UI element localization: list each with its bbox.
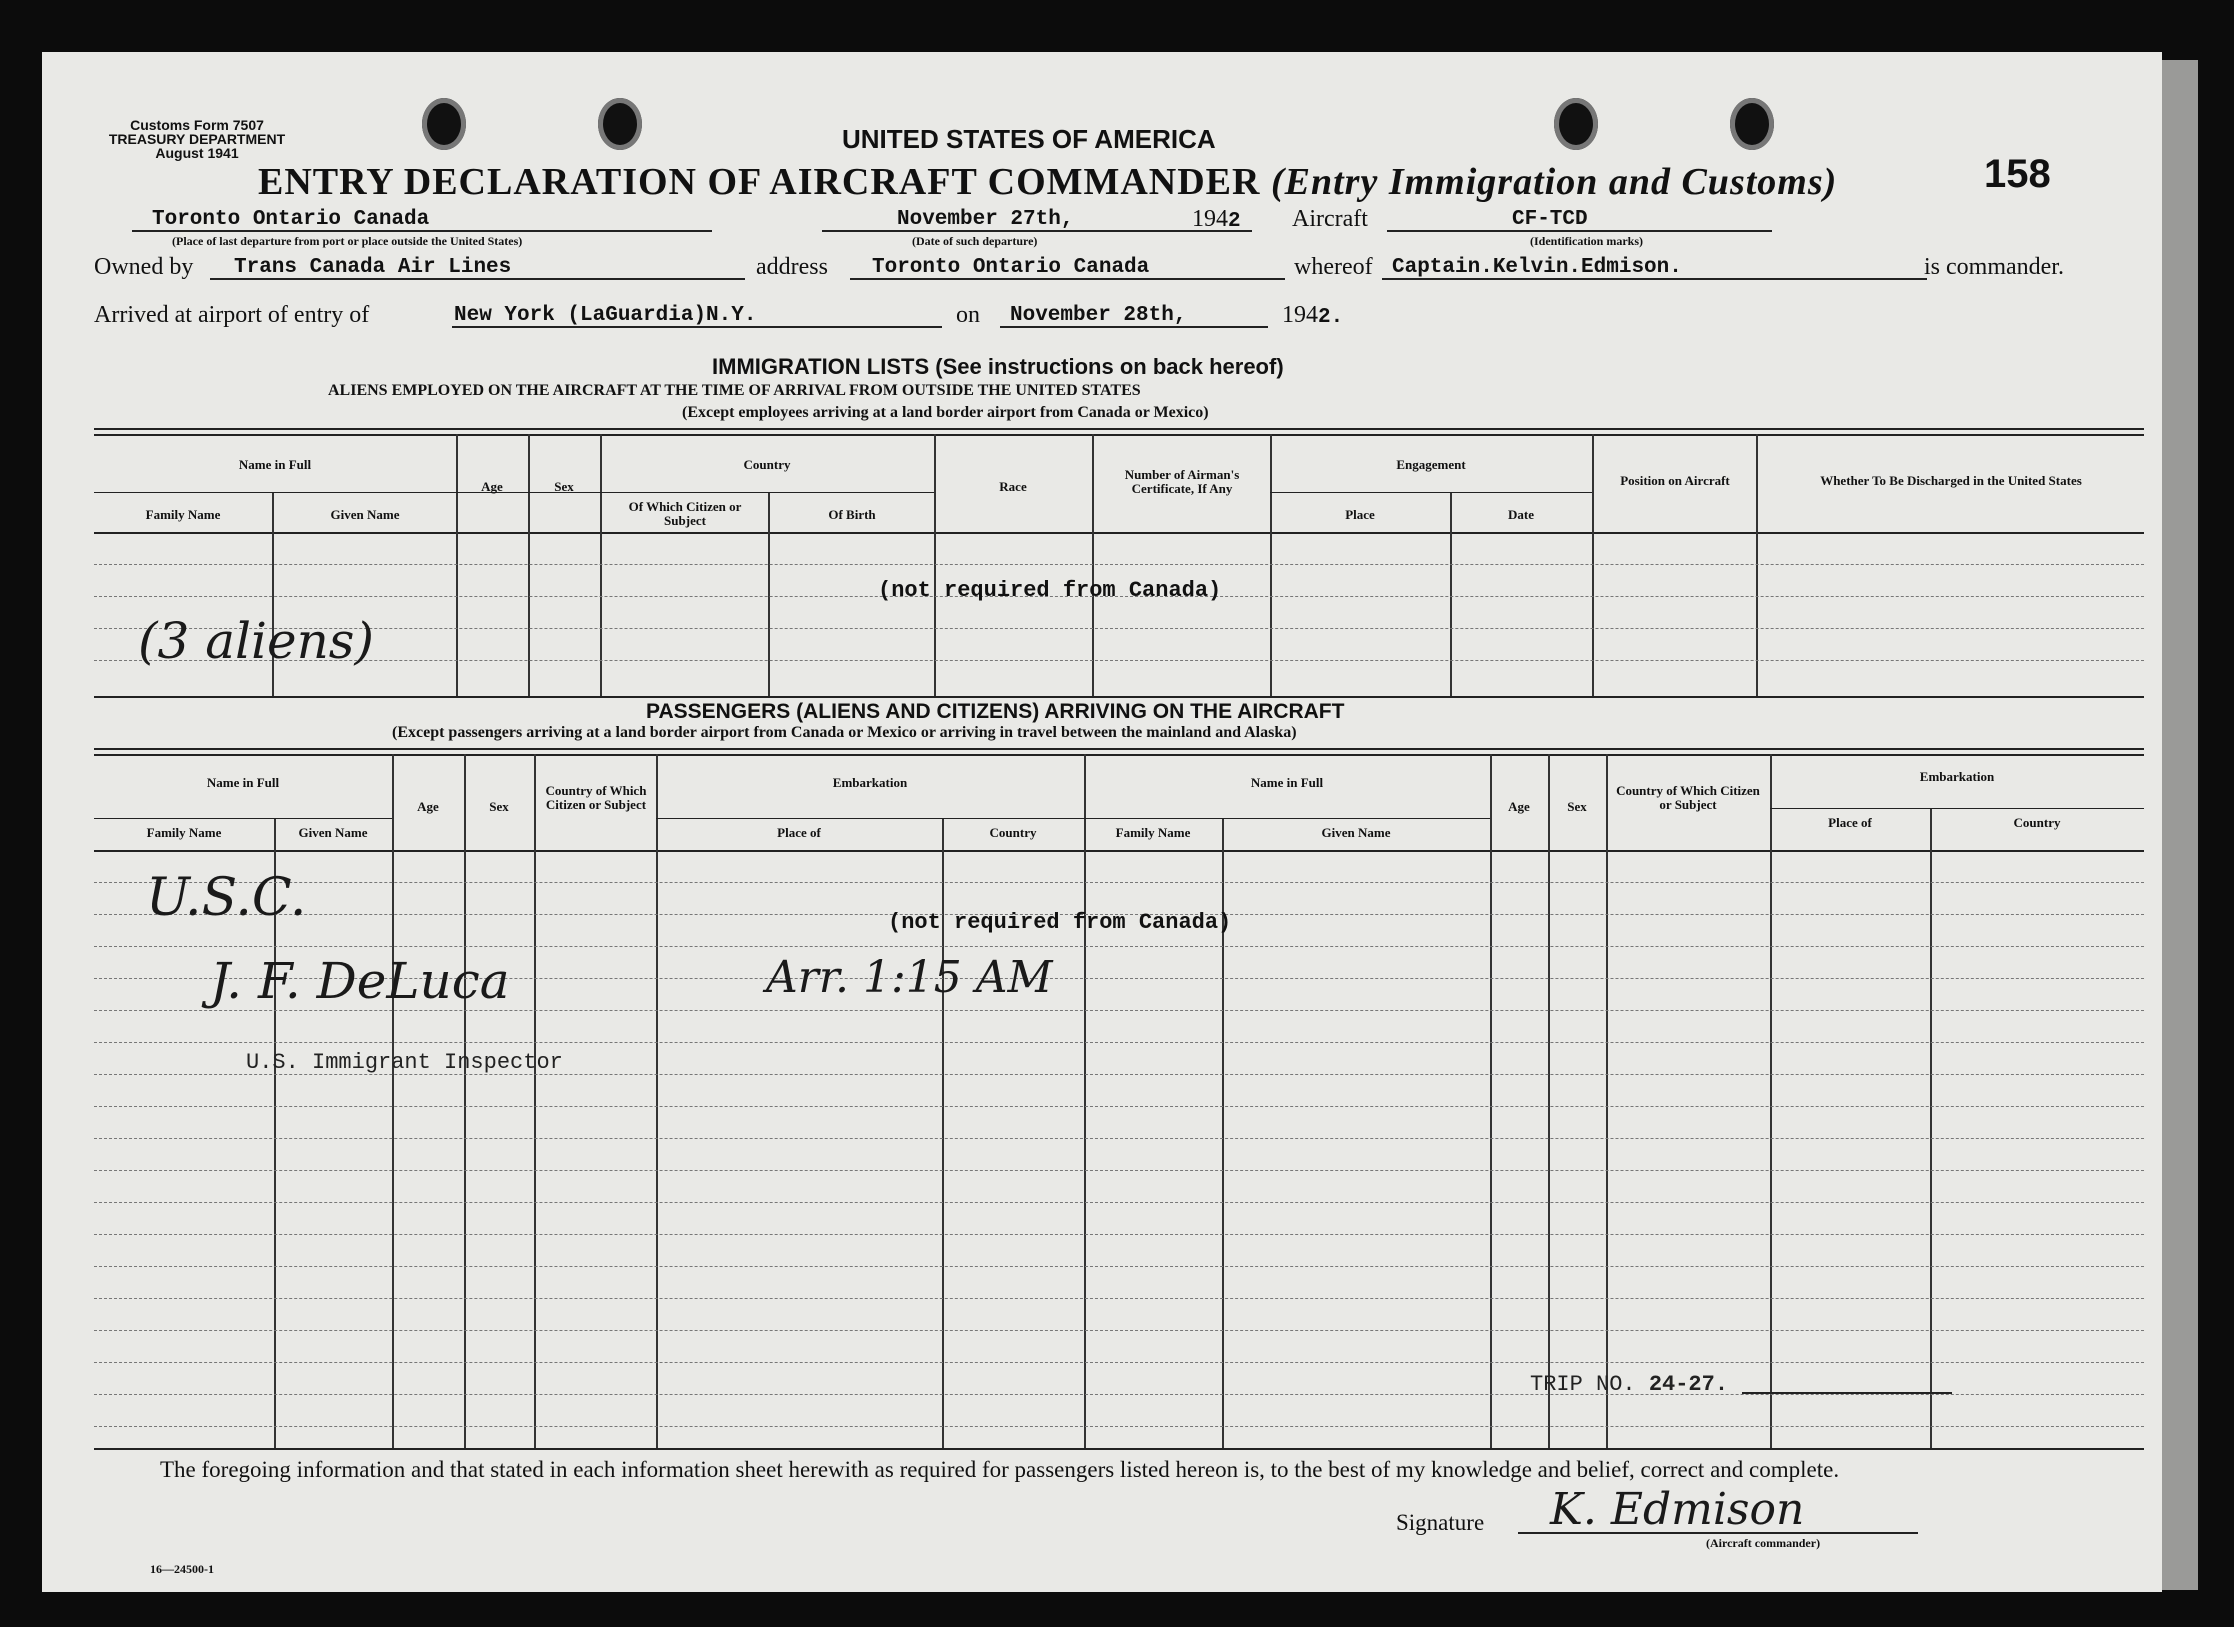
header-given-name: Given Name xyxy=(1321,825,1391,840)
table-rule xyxy=(94,1448,2144,1450)
commander-name: Captain.Kelvin.Edmison. xyxy=(1392,256,1682,279)
header-name-in-full: Name in Full xyxy=(206,775,280,790)
handwritten-signature: J. F. DeLuca xyxy=(210,952,510,1010)
table-rule xyxy=(1084,818,1490,819)
address: Toronto Ontario Canada xyxy=(872,256,1150,279)
whereof-label: whereof xyxy=(1294,254,1373,280)
header-given-name: Given Name xyxy=(330,507,400,522)
departure-date: November 27th, xyxy=(897,208,1074,231)
punch-hole xyxy=(1730,98,1774,150)
row-rule xyxy=(94,1202,2144,1203)
passengers-note: (Except passengers arriving at a land border airport from Canada or Mexico or arriving in travel between the mainland and Alaska) xyxy=(392,724,1297,741)
row-rule xyxy=(94,1394,2144,1395)
departure-place-caption: (Place of last departure from port or place outside the United States) xyxy=(172,234,523,248)
aircraft-id: CF-TCD xyxy=(1512,208,1588,231)
header-family-name: Family Name xyxy=(1115,825,1191,840)
column-divider xyxy=(1756,434,1758,696)
passengers-title: PASSENGERS (ALIENS AND CITIZENS) ARRIVING ON THE AIRCRAFT xyxy=(646,700,1345,723)
owner: Trans Canada Air Lines xyxy=(234,256,512,279)
aircraft-label: Aircraft xyxy=(1292,206,1368,232)
row-rule xyxy=(94,1362,2144,1363)
aliens-not-required-note: (not required from Canada) xyxy=(878,578,1222,603)
form-number: Customs Form 7507 xyxy=(130,117,264,133)
header-name-in-full: Name in Full xyxy=(1250,775,1324,790)
on-label: on xyxy=(956,302,980,328)
column-divider xyxy=(1592,434,1594,696)
column-divider xyxy=(1548,754,1550,1448)
row-rule xyxy=(94,1106,2144,1107)
signature-caption: (Aircraft commander) xyxy=(1706,1536,1821,1550)
row-rule xyxy=(94,1138,2144,1139)
year-digit: 2 xyxy=(1228,210,1241,233)
column-divider xyxy=(456,434,458,696)
department: TREASURY DEPARTMENT xyxy=(108,131,286,147)
header-place-of: Place of xyxy=(777,825,821,840)
title-sub: (Entry Immigration and Customs) xyxy=(1270,161,1838,203)
column-divider xyxy=(464,754,466,1448)
header-country-citizen: Country of Which Citizen or Subject xyxy=(545,783,647,812)
row-rule xyxy=(94,1330,2144,1331)
arrived-label: Arrived at airport of entry of xyxy=(94,302,370,328)
row-rule xyxy=(94,1426,2144,1427)
column-divider xyxy=(1092,434,1094,696)
commander-signature: K. Edmison xyxy=(1550,1484,1805,1535)
header-race: Race xyxy=(999,479,1027,494)
header-country: Country xyxy=(743,457,791,472)
row-rule xyxy=(94,1042,2144,1043)
header-sex: Sex xyxy=(1567,799,1587,814)
aliens-note: (Except employees arriving at a land border airport from Canada or Mexico) xyxy=(682,404,1209,421)
column-divider xyxy=(1450,492,1452,696)
arrival-date: November 28th, xyxy=(1010,304,1187,327)
departure-year xyxy=(1192,206,1241,233)
departure-place: Toronto Ontario Canada xyxy=(152,208,430,231)
table-rule xyxy=(94,696,2144,698)
trip-label: TRIP NO. xyxy=(1530,1372,1636,1397)
column-divider xyxy=(600,434,602,696)
handwritten-initials: U.S.C. xyxy=(146,868,307,928)
column-divider xyxy=(656,754,658,1448)
table-rule xyxy=(94,532,2144,534)
header-age: Age xyxy=(1508,799,1530,814)
certification-statement: The foregoing information and that stated in each information sheet herewith as required for passengers listed hereon is, to the best of my knowledge and belief, correct and complete. xyxy=(160,1457,1840,1482)
punch-hole xyxy=(422,98,466,150)
row-rule xyxy=(94,628,2144,629)
column-divider xyxy=(1770,754,1772,1448)
header-embarkation: Embarkation xyxy=(832,775,908,790)
header-date: Date xyxy=(1508,507,1534,522)
header-sex: Sex xyxy=(554,479,574,494)
aircraft-id-caption: (Identification marks) xyxy=(1530,234,1643,248)
arrival-airport: New York (LaGuardia)N.Y. xyxy=(454,304,757,327)
row-rule xyxy=(94,1010,2144,1011)
header-given-name: Given Name xyxy=(298,825,368,840)
handwritten-aliens-count: (3 aliens) xyxy=(138,612,374,670)
address-label: address xyxy=(756,254,828,280)
column-divider xyxy=(1606,754,1608,1448)
header-name-in-full: Name in Full xyxy=(238,457,312,472)
header-position: Position on Aircraft xyxy=(1620,473,1730,488)
page-title xyxy=(258,160,1837,204)
table-rule xyxy=(94,850,2144,852)
bottom-code: 16—24500-1 xyxy=(150,1562,214,1576)
header-discharged: Whether To Be Discharged in the United States xyxy=(1820,473,2082,488)
year-prefix: 194 xyxy=(1282,302,1318,328)
row-rule xyxy=(94,1266,2144,1267)
year-prefix: 194 xyxy=(1192,206,1228,232)
column-divider xyxy=(934,434,936,696)
header-engagement: Engagement xyxy=(1396,457,1466,472)
passengers-not-required-note: (not required from Canada) xyxy=(888,910,1232,935)
arrival-year xyxy=(1282,302,1343,329)
trip-line xyxy=(1742,1392,1952,1394)
year-digit: 2. xyxy=(1318,306,1344,329)
row-rule xyxy=(94,882,2144,883)
column-divider xyxy=(1930,808,1932,1448)
row-rule xyxy=(94,660,2144,661)
commander-suffix: is commander. xyxy=(1924,254,2064,280)
immigration-lists-title: IMMIGRATION LISTS (See instructions on back hereof) xyxy=(712,354,1284,379)
table-rule xyxy=(94,428,2144,430)
header-age: Age xyxy=(417,799,439,814)
table-rule xyxy=(1270,492,1592,493)
aliens-subtitle: ALIENS EMPLOYED ON THE AIRCRAFT AT THE TIME OF ARRIVAL FROM OUTSIDE THE UNITED STATES xyxy=(328,382,1141,399)
sheet-number: 158 xyxy=(1984,152,2051,196)
header-country: Country xyxy=(989,825,1037,840)
table-rule xyxy=(1770,808,2144,809)
header-country: Country xyxy=(2013,815,2061,830)
table-rule xyxy=(600,492,934,493)
column-divider xyxy=(528,434,530,696)
inspector-stamp: U.S. Immigrant Inspector xyxy=(246,1050,563,1075)
table-rule xyxy=(94,434,2144,436)
column-divider xyxy=(768,492,770,696)
page-edge xyxy=(2160,60,2198,1590)
header-embarkation: Embarkation xyxy=(1919,769,1995,784)
owned-by-label: Owned by xyxy=(94,254,194,280)
nation-heading: UNITED STATES OF AMERICA xyxy=(842,124,1216,154)
column-divider xyxy=(1490,754,1492,1448)
header-place-of: Place of xyxy=(1828,815,1872,830)
form-date: August 1941 xyxy=(155,145,239,161)
header-of-birth: Of Birth xyxy=(828,507,876,522)
header-family-name: Family Name xyxy=(146,825,222,840)
header-country-citizen: Country of Which Citizen or Subject xyxy=(1616,783,1760,812)
row-rule xyxy=(94,1234,2144,1235)
header-age: Age xyxy=(481,479,503,494)
row-rule xyxy=(94,946,2144,947)
column-divider xyxy=(1270,434,1272,696)
table-rule xyxy=(94,748,2144,750)
column-divider xyxy=(1084,754,1086,1448)
departure-date-caption: (Date of such departure) xyxy=(912,234,1038,248)
form-sheet xyxy=(42,52,2162,1592)
title-main: ENTRY DECLARATION OF AIRCRAFT COMMANDER xyxy=(258,161,1261,203)
punch-hole xyxy=(598,98,642,150)
header-family-name: Family Name xyxy=(145,507,221,522)
signature-label: Signature xyxy=(1396,1510,1485,1535)
header-sex: Sex xyxy=(489,799,509,814)
table-rule xyxy=(94,754,2144,756)
row-rule xyxy=(94,1170,2144,1171)
header-place: Place xyxy=(1345,507,1375,522)
form-info xyxy=(82,118,312,160)
column-divider xyxy=(392,754,394,1448)
trip-number xyxy=(1530,1372,1728,1397)
header-citizen-of: Of Which Citizen or Subject xyxy=(628,499,742,528)
header-certificate: Number of Airman's Certificate, If Any xyxy=(1124,467,1240,496)
row-rule xyxy=(94,1298,2144,1299)
column-divider xyxy=(534,754,536,1448)
table-rule xyxy=(94,818,392,819)
punch-hole xyxy=(1554,98,1598,150)
handwritten-arrival-time: Arr. 1:15 AM xyxy=(766,952,1053,1003)
trip-value: 24-27. xyxy=(1648,1372,1729,1397)
table-rule xyxy=(656,818,1084,819)
row-rule xyxy=(94,564,2144,565)
